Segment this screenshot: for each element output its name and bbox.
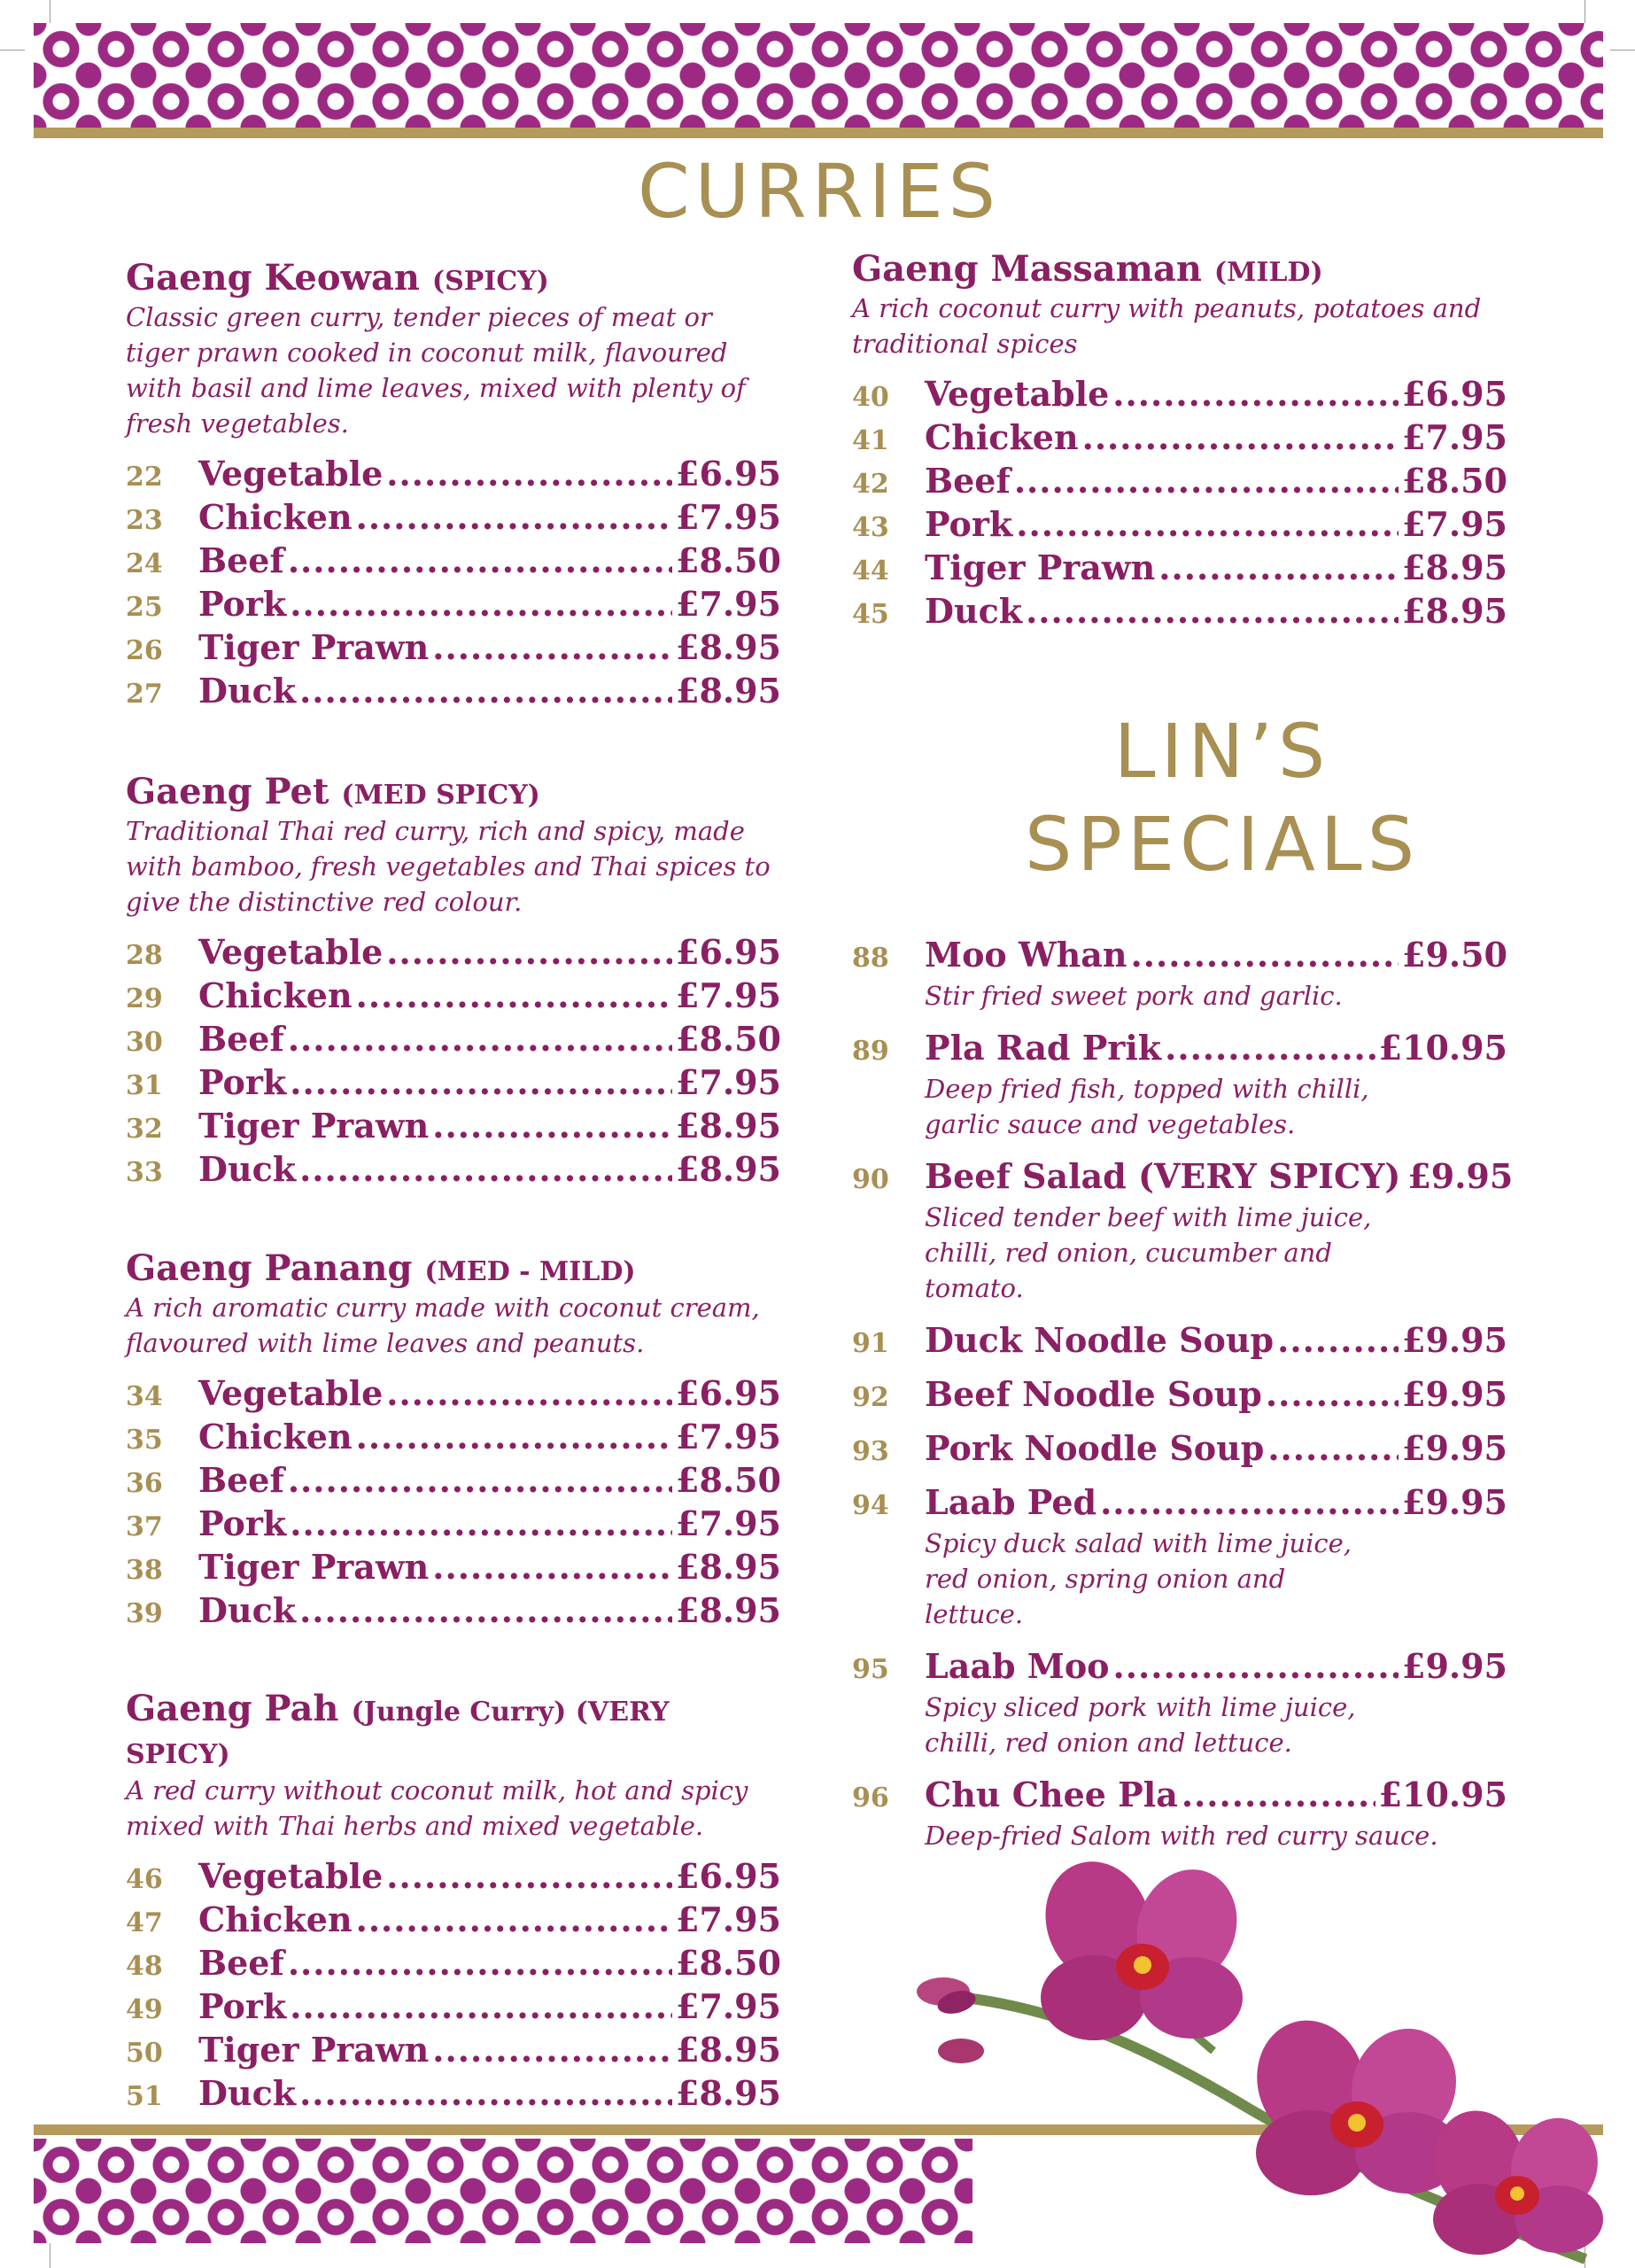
orchid-illustration <box>895 1843 1635 2268</box>
item-number: 35 <box>126 1425 163 1456</box>
item-name: Vegetable <box>198 1373 384 1413</box>
item-number: 46 <box>126 1864 163 1895</box>
menu-item <box>126 932 781 975</box>
item-description: Deep fried fish, topped with chilli, garlic sauce and vegetables. <box>925 1074 1369 1139</box>
curry-section-panang <box>126 1247 781 1634</box>
menu-item <box>126 671 781 714</box>
item-number: 31 <box>126 1070 163 1101</box>
menu-item <box>852 1482 1507 1526</box>
dot-leader <box>288 540 672 580</box>
curry-description: A rich coconut curry with peanuts, potatoes and traditional spices <box>852 293 1482 359</box>
curry-note: (SPICY) <box>431 266 549 297</box>
curry-note: (MED - MILD) <box>424 1256 636 1287</box>
item-name: Beef <box>198 1943 284 1983</box>
item-number: 51 <box>126 2081 163 2112</box>
curry-title <box>126 257 781 299</box>
item-price: £8.50 <box>676 1019 781 1059</box>
item-price: £9.95 <box>1402 1646 1507 1686</box>
menu-item <box>126 1460 781 1503</box>
dot-leader <box>356 975 672 1015</box>
item-price: £7.95 <box>676 584 781 624</box>
menu-item <box>126 1943 781 1986</box>
dot-leader <box>432 2030 672 2070</box>
special-item <box>852 1374 1507 1418</box>
item-price: £6.95 <box>676 454 781 493</box>
item-name: Duck <box>925 591 1023 631</box>
menu-item <box>126 1149 781 1192</box>
item-name: Laab Ped <box>925 1482 1097 1522</box>
item-description: Spicy sliced pork with lime juice, chilli, red onion and lettuce. <box>925 1692 1356 1758</box>
dot-leader <box>386 1856 672 1896</box>
special-item <box>852 1482 1507 1632</box>
item-name: Tiger Prawn <box>198 627 430 667</box>
menu-item <box>126 1373 781 1417</box>
special-item <box>852 1428 1507 1472</box>
dot-leader <box>288 1460 672 1500</box>
curry-description: A red curry without coconut milk, hot and spicy mixed with Thai herbs and mixed vegetable. <box>126 1775 748 1841</box>
dot-leader <box>299 671 672 711</box>
dot-leader <box>1014 461 1399 501</box>
menu-item <box>126 1986 781 2030</box>
item-name: Duck <box>198 1149 297 1189</box>
item-number: 33 <box>126 1157 163 1188</box>
menu-item <box>126 1062 781 1106</box>
menu-item <box>852 1775 1507 1818</box>
menu-item <box>126 1856 781 1899</box>
item-name: Pork <box>925 504 1013 544</box>
dot-leader <box>432 627 672 667</box>
curry-name: Gaeng Pah <box>126 1688 339 1729</box>
item-name: Chicken <box>198 1417 353 1456</box>
dot-leader <box>1277 1320 1399 1360</box>
item-price: £6.95 <box>676 1856 781 1896</box>
item-number: 42 <box>852 469 889 500</box>
item-name: Tiger Prawn <box>198 1547 430 1587</box>
item-description: Sliced tender beef with lime juice, chilli, red onion, cucumber and tomato. <box>925 1202 1372 1303</box>
item-number: 47 <box>126 1907 163 1938</box>
item-price: £7.95 <box>1402 504 1507 544</box>
menu-item <box>852 1156 1514 1200</box>
curry-name: Gaeng Keowan <box>126 257 420 299</box>
special-item <box>852 1646 1507 1760</box>
item-name: Tiger Prawn <box>198 2030 430 2070</box>
item-name: Vegetable <box>925 374 1110 414</box>
menu-item <box>126 454 781 497</box>
item-price: £8.95 <box>676 1149 781 1189</box>
item-number: 93 <box>852 1436 889 1467</box>
menu-item <box>126 975 781 1019</box>
dot-leader <box>299 1149 672 1189</box>
orchid-flower <box>1423 2101 1611 2255</box>
item-number: 49 <box>126 1994 163 2025</box>
curry-name: Gaeng Panang <box>126 1247 413 1289</box>
item-price: £9.95 <box>1402 1374 1507 1414</box>
menu-item <box>852 417 1507 461</box>
dot-leader <box>1266 1374 1399 1414</box>
item-price: £8.95 <box>676 627 781 667</box>
curry-name: Gaeng Massaman <box>852 248 1202 290</box>
curry-title <box>126 1247 781 1290</box>
item-number: 25 <box>126 592 163 623</box>
item-number: 88 <box>852 943 889 974</box>
dot-leader <box>1113 1646 1399 1686</box>
item-name: Duck <box>198 2073 297 2113</box>
menu-item <box>852 461 1507 504</box>
item-price: £8.95 <box>676 1106 781 1146</box>
special-item <box>852 1320 1507 1363</box>
item-number: 38 <box>126 1555 163 1586</box>
dot-leader <box>290 1503 672 1543</box>
curry-description: Traditional Thai red curry, rich and spicy, made with bamboo, fresh vegetables and Thai spices to give the distinctive red colour. <box>126 816 771 917</box>
item-price: £7.95 <box>676 1503 781 1543</box>
menu-item <box>126 1503 781 1547</box>
item-name: Tiger Prawn <box>198 1106 430 1146</box>
dot-leader <box>290 584 672 624</box>
specials-list <box>852 935 1514 1868</box>
dot-leader <box>432 1106 672 1146</box>
dot-leader <box>356 1899 672 1939</box>
dot-leader <box>1158 548 1399 587</box>
item-name: Chicken <box>925 417 1079 457</box>
item-name: Pla Rad Prik <box>925 1028 1162 1068</box>
menu-item <box>126 1590 781 1634</box>
orchid-flower <box>1029 1846 1253 2040</box>
curry-section-massaman <box>852 248 1507 634</box>
item-price: £8.95 <box>1402 591 1507 631</box>
item-number: 27 <box>126 679 163 710</box>
curry-section-pet <box>126 771 781 1192</box>
item-number: 48 <box>126 1951 163 1982</box>
item-name: Beef Noodle Soup <box>925 1374 1262 1414</box>
dot-leader <box>290 1986 672 2026</box>
item-price: £9.95 <box>1402 1320 1507 1360</box>
item-name: Chicken <box>198 1899 353 1939</box>
top-gold-rule <box>34 128 1603 138</box>
item-price: £8.95 <box>1402 548 1507 587</box>
item-number: 32 <box>126 1114 163 1145</box>
item-name: Pork <box>198 1503 287 1543</box>
item-price: £9.95 <box>1402 1482 1507 1522</box>
item-name: Beef <box>198 1460 284 1500</box>
item-price: £8.95 <box>676 1547 781 1587</box>
curry-description: Classic green curry, tender pieces of meat or tiger prawn cooked in coconut milk, flavoured with basil and lime leaves, mixed with plenty of fresh vegetables. <box>126 302 746 439</box>
menu-item <box>126 584 781 627</box>
top-ornamental-border <box>34 23 1603 128</box>
menu-item <box>126 2073 781 2117</box>
item-name: Chicken <box>198 975 353 1015</box>
item-number: 95 <box>852 1654 889 1685</box>
dot-leader <box>432 1547 672 1587</box>
dot-leader <box>1016 504 1399 544</box>
specials-heading-line1: LIN’S <box>1113 708 1331 795</box>
curry-title <box>126 1688 781 1773</box>
item-price: £6.95 <box>676 1373 781 1413</box>
item-price: £6.95 <box>1402 374 1507 414</box>
item-name: Pork Noodle Soup <box>925 1428 1265 1468</box>
item-number: 24 <box>126 548 163 579</box>
item-price: £7.95 <box>676 1899 781 1939</box>
item-name: Chu Chee Pla <box>925 1775 1178 1814</box>
dot-leader <box>1100 1482 1399 1522</box>
item-price: £7.95 <box>1402 417 1507 457</box>
item-price: £7.95 <box>676 1062 781 1102</box>
special-item <box>852 1775 1507 1853</box>
item-name: Beef Salad (VERY SPICY) <box>925 1156 1401 1196</box>
item-name: Pork <box>198 584 287 624</box>
curry-note: (Jungle Curry) (VERY SPICY) <box>126 1697 670 1770</box>
menu-item <box>852 1428 1507 1472</box>
dot-leader <box>1112 374 1399 414</box>
menu-item <box>126 497 781 540</box>
item-name: Pork <box>198 1986 287 2026</box>
menu-item <box>852 504 1507 548</box>
item-name: Beef <box>925 461 1011 501</box>
item-number: 37 <box>126 1511 163 1542</box>
item-price: £7.95 <box>676 497 781 537</box>
menu-item <box>852 374 1507 417</box>
dot-leader <box>1026 591 1399 631</box>
item-number: 39 <box>126 1598 163 1629</box>
menu-item <box>126 1106 781 1149</box>
menu-item <box>126 1019 781 1062</box>
special-item <box>852 1156 1514 1306</box>
item-number: 22 <box>126 462 163 493</box>
item-number: 94 <box>852 1490 889 1521</box>
curry-title <box>126 771 781 813</box>
item-description: Deep-fried Salom with red curry sauce. <box>925 1821 1438 1851</box>
menu-item <box>852 591 1507 634</box>
menu-item <box>126 1899 781 1943</box>
item-price: £8.95 <box>676 2073 781 2113</box>
dot-leader <box>386 932 672 972</box>
bottom-ornamental-border <box>34 2139 972 2243</box>
menu-item <box>852 1028 1507 1071</box>
item-price: £10.95 <box>1378 1028 1507 1068</box>
dot-leader <box>356 497 672 537</box>
dot-leader <box>1267 1428 1399 1468</box>
item-number: 36 <box>126 1468 163 1499</box>
dot-leader <box>386 1373 672 1413</box>
dot-leader <box>299 2073 672 2113</box>
menu-item <box>126 627 781 671</box>
item-price: £8.95 <box>676 1590 781 1630</box>
item-name: Tiger Prawn <box>925 548 1156 587</box>
item-name: Duck <box>198 671 297 711</box>
dot-leader <box>1182 1775 1375 1814</box>
item-number: 90 <box>852 1164 889 1195</box>
menu-item <box>126 2030 781 2073</box>
dot-leader <box>356 1417 672 1456</box>
item-price: £7.95 <box>676 1417 781 1456</box>
item-name: Beef <box>198 540 284 580</box>
item-name: Duck <box>198 1590 297 1630</box>
item-price: £7.95 <box>676 1986 781 2026</box>
curries-heading: CURRIES <box>637 148 1002 235</box>
menu-item <box>852 548 1507 591</box>
item-name: Vegetable <box>198 932 384 972</box>
curry-section-keowan <box>126 257 781 714</box>
item-number: 26 <box>126 635 163 666</box>
item-number: 45 <box>852 599 889 630</box>
item-name: Duck Noodle Soup <box>925 1320 1275 1360</box>
item-name: Laab Moo <box>925 1646 1110 1686</box>
item-price: £8.50 <box>676 540 781 580</box>
menu-item <box>852 1374 1507 1418</box>
dot-leader <box>288 1943 672 1983</box>
menu-item <box>126 1547 781 1590</box>
item-price: £8.50 <box>1402 461 1507 501</box>
item-name: Moo Whan <box>925 935 1127 975</box>
item-price: £10.95 <box>1378 1775 1507 1814</box>
curry-name: Gaeng Pet <box>126 771 329 812</box>
item-description: Stir fried sweet pork and garlic. <box>925 981 1343 1011</box>
item-number: 91 <box>852 1328 889 1359</box>
specials-heading-line2: SPECIALS <box>1024 801 1421 888</box>
dot-leader <box>290 1062 672 1102</box>
item-number: 43 <box>852 512 889 543</box>
item-name: Chicken <box>198 497 353 537</box>
curry-title <box>852 248 1507 291</box>
item-number: 96 <box>852 1783 889 1814</box>
item-number: 44 <box>852 555 889 586</box>
item-number: 41 <box>852 425 889 456</box>
item-name: Vegetable <box>198 454 384 493</box>
curry-section-pah <box>126 1688 781 2117</box>
menu-item <box>852 1646 1507 1689</box>
menu-item <box>126 1417 781 1460</box>
curry-note: (MED SPICY) <box>341 780 540 811</box>
menu-item <box>852 935 1507 978</box>
item-price: £9.95 <box>1407 1156 1514 1196</box>
item-price: £9.50 <box>1402 935 1507 975</box>
item-description: Spicy duck salad with lime juice, red onion, spring onion and lettuce. <box>925 1528 1352 1629</box>
item-number: 28 <box>126 940 163 971</box>
dot-leader <box>288 1019 672 1059</box>
menu-item <box>852 1320 1507 1363</box>
item-number: 50 <box>126 2038 163 2069</box>
item-number: 40 <box>852 382 889 413</box>
item-number: 30 <box>126 1027 163 1058</box>
item-price: £7.95 <box>676 975 781 1015</box>
item-name: Beef <box>198 1019 284 1059</box>
item-number: 29 <box>126 983 163 1014</box>
item-price: £8.95 <box>676 671 781 711</box>
item-price: £9.95 <box>1402 1428 1507 1468</box>
special-item <box>852 935 1507 1014</box>
dot-leader <box>1165 1028 1375 1068</box>
menu-item <box>126 540 781 584</box>
item-name: Pork <box>198 1062 287 1102</box>
item-number: 23 <box>126 505 163 536</box>
curry-description: A rich aromatic curry made with coconut cream, flavoured with lime leaves and peanuts. <box>126 1293 760 1358</box>
item-number: 92 <box>852 1382 889 1413</box>
item-price: £8.95 <box>676 2030 781 2070</box>
item-number: 34 <box>126 1381 163 1412</box>
dot-leader <box>299 1590 672 1630</box>
dot-leader <box>1082 417 1399 457</box>
special-item <box>852 1028 1507 1142</box>
dot-leader <box>1131 935 1399 975</box>
item-name: Vegetable <box>198 1856 384 1896</box>
curry-note: (MILD) <box>1213 257 1323 288</box>
item-price: £8.50 <box>676 1460 781 1500</box>
dot-leader <box>386 454 672 493</box>
item-number: 89 <box>852 1036 889 1067</box>
item-price: £6.95 <box>676 932 781 972</box>
item-price: £8.50 <box>676 1943 781 1983</box>
